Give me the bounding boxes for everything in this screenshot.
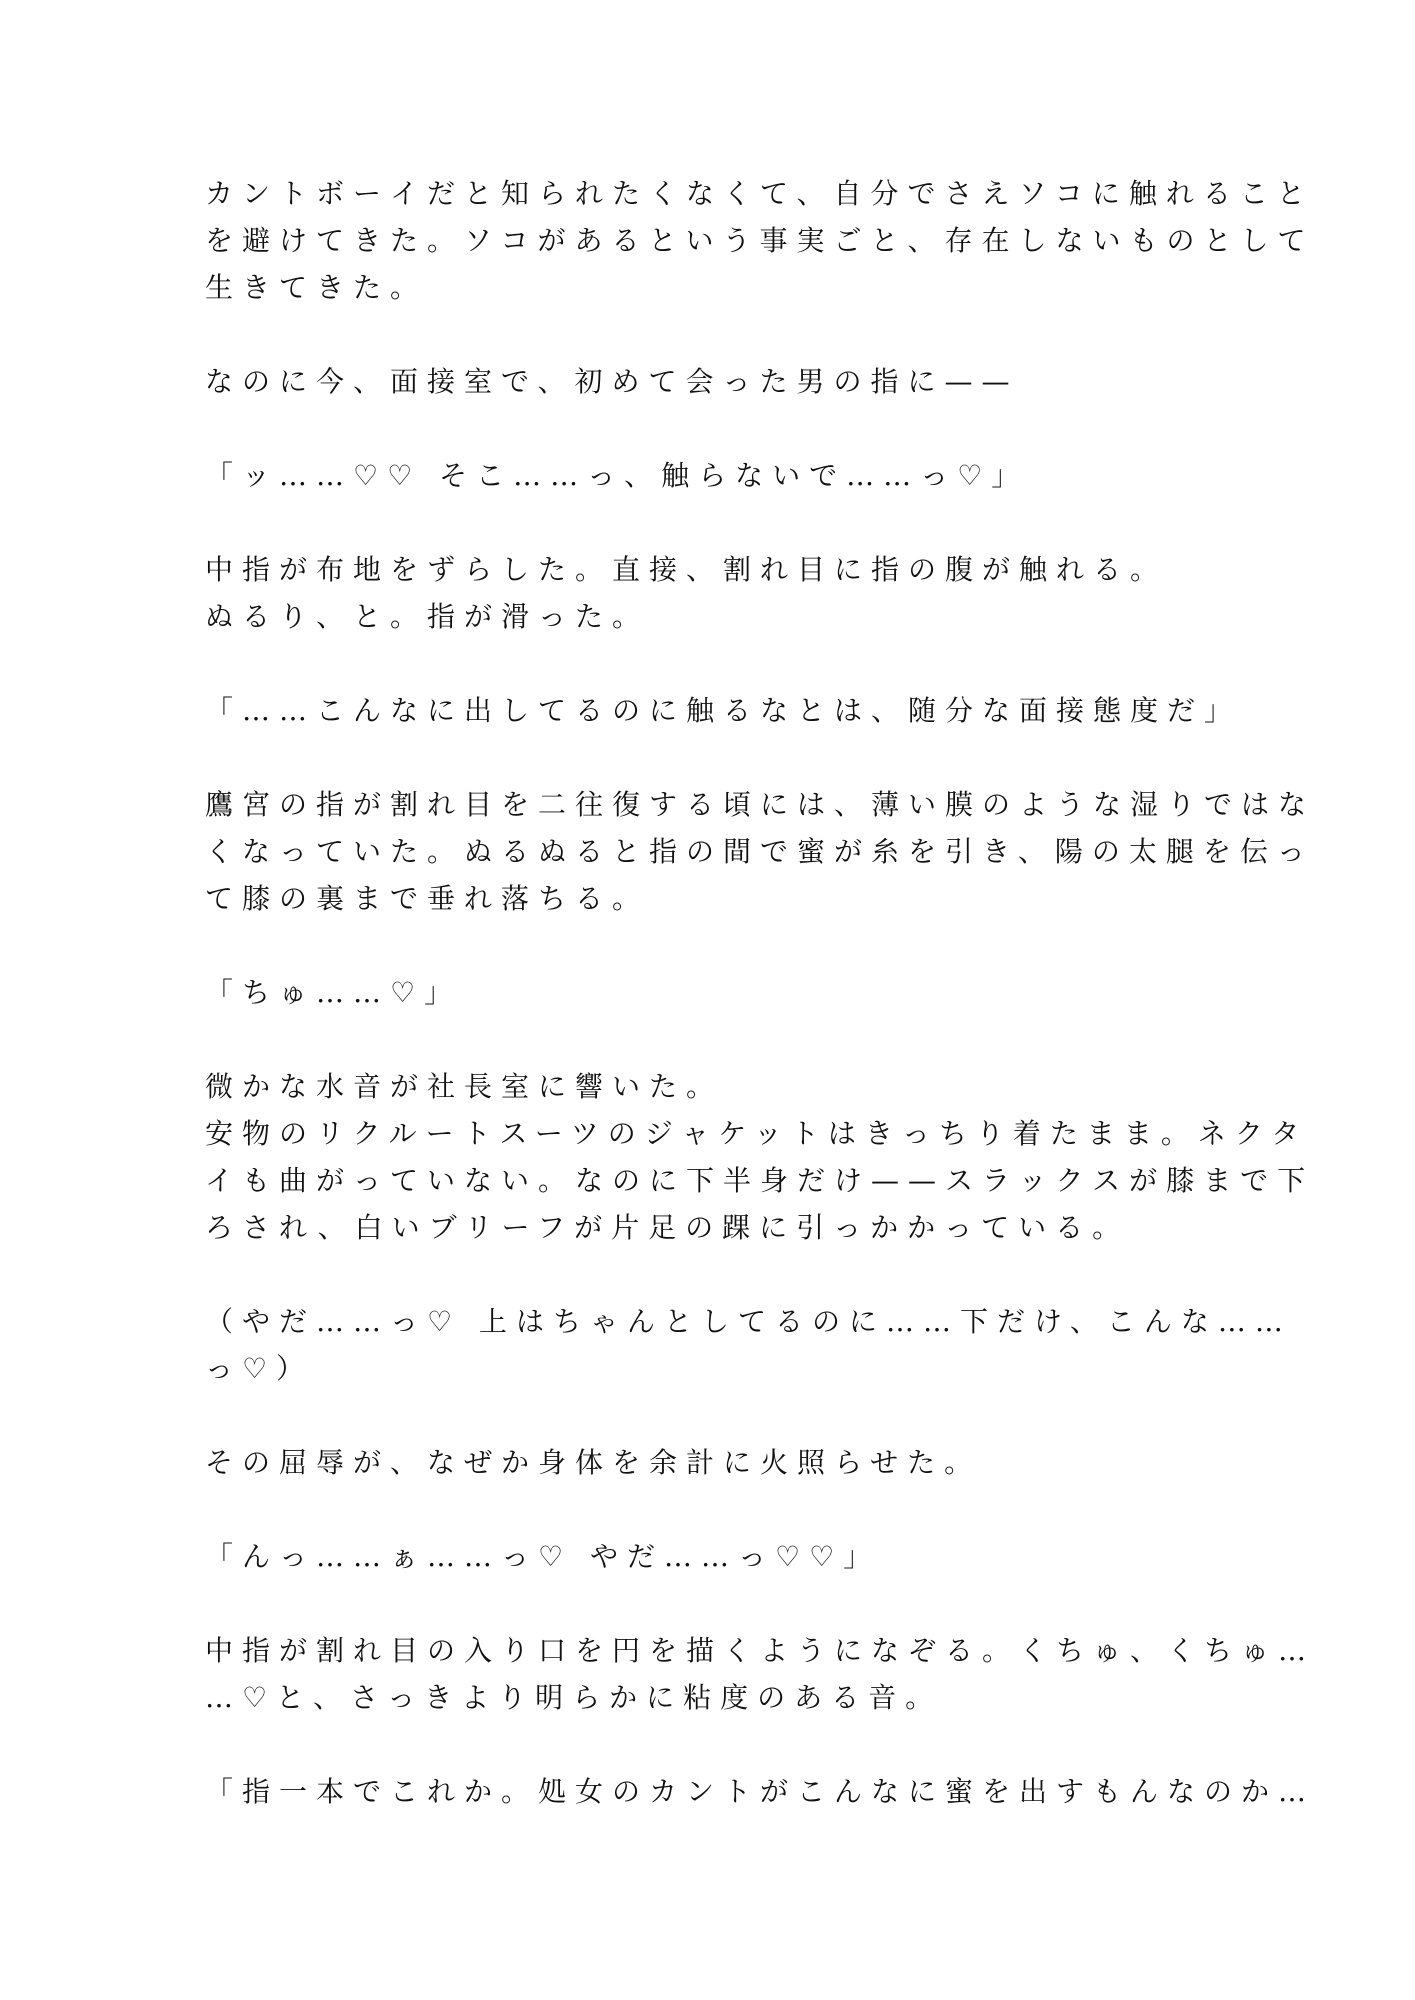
text-line: なのに今、面接室で、初めて会った男の指に—— — [205, 365, 1019, 398]
blank-line — [205, 405, 1205, 452]
document-body — [205, 170, 1316, 1815]
blank-line — [205, 1016, 1205, 1063]
text-line: 中指が割れ目の入り口を円を描くようになぞる。くちゅ、くちゅ… — [205, 1634, 1316, 1667]
text-line: （やだ……っ♡ 上はちゃんとしてるのに……下だけ、こんな…… — [205, 1305, 1292, 1338]
text-line: ぬるり、と。指が滑った。 — [205, 600, 650, 633]
text-line: くなっていた。ぬるぬると指の間で蜜が糸を引き、陽の太腿を伝っ — [205, 835, 1314, 868]
text-line: 「……こんなに出してるのに触るなとは、随分な面接態度だ」 — [205, 694, 1242, 727]
blank-line — [205, 1721, 1205, 1768]
text-line: を避けてきた。ソコがあるという事実ごと、存在しないものとして — [205, 224, 1315, 257]
text-line: 生きてきた。 — [205, 271, 428, 304]
blank-line — [205, 1580, 1205, 1627]
text-line: 「んっ……ぁ……っ♡ やだ……っ♡♡」 — [205, 1540, 881, 1573]
text-line: 微かな水音が社長室に響いた。 — [205, 1070, 724, 1103]
blank-line — [205, 1392, 1205, 1439]
blank-line — [205, 1486, 1205, 1533]
text-line: イも曲がっていない。なのに下半身だけ——スラックスが膝まで下 — [205, 1164, 1315, 1197]
text-line: 安物のリクルートスーツのジャケットはきっちり着たまま。ネクタ — [205, 1117, 1309, 1150]
text-line: その屈辱が、なぜか身体を余計に火照らせた。 — [205, 1446, 982, 1479]
text-line: …♡と、さっきより明らかに粘度のある音。 — [205, 1681, 943, 1714]
text-line: 「ッ……♡♡ そこ……っ、触らないで……っ♡」 — [205, 459, 1029, 492]
text-line: 「指一本でこれか。処女のカントがこんなに蜜を出すもんなのか… — [205, 1775, 1316, 1808]
blank-line — [205, 311, 1205, 358]
text-line: 鷹宮の指が割れ目を二往復する頃には、薄い膜のような湿りではな — [205, 788, 1316, 821]
text-line: 中指が布地をずらした。直接、割れ目に指の腹が触れる。 — [205, 553, 1168, 586]
blank-line — [205, 734, 1205, 781]
blank-line — [205, 499, 1205, 546]
blank-line — [205, 640, 1205, 687]
blank-line — [205, 922, 1205, 969]
text-line: カントボーイだと知られたくなくて、自分でさえソコに触れること — [205, 177, 1314, 210]
text-line: て膝の裏まで垂れ落ちる。 — [205, 882, 650, 915]
text-line: ろされ、白いブリーフが片足の踝に引っかかっている。 — [205, 1211, 1130, 1244]
text-line: 「ちゅ……♡」 — [205, 976, 462, 1009]
blank-line — [205, 1251, 1205, 1298]
text-line: っ♡） — [205, 1352, 314, 1385]
